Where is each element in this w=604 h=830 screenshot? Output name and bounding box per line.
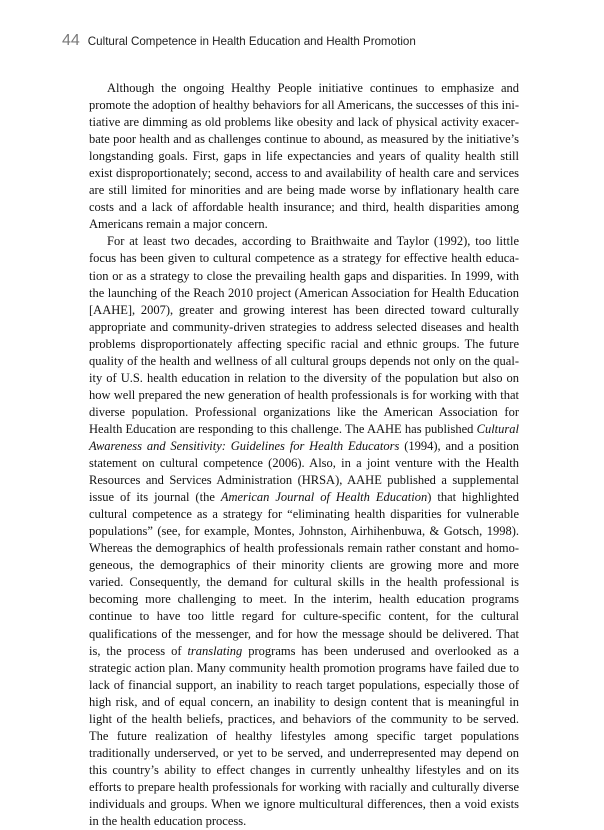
paragraph-2-part-1: For at least two decades, according to Braithwaite and Taylor (1992), too little focus has been given to cultural competence as a strategy for effective health education or as a strategy to close the prevailing health gaps and disparities. In 1999, with the launching of the Reach 2010 project (American Association for Health Education [AAHE], 2007), greater and growing interest has been directed toward culturally appropriate and community-driven strategies to address selected diseases and health problems disproportionately affecting specific racial and ethnic groups. The future quality of the health and wellness of all cultural groups depends not only on the quality of U.S. health education in relation to the diversity of the population but also on how well prepared the new generation of health professionals is for working with that diverse population. Professional organizations like the American Association for Health Education are responding to this challenge. The AAHE has published [89,234,519,436]
running-title: Cultural Competence in Health Education and Health Promotion [87,35,416,48]
book-title-cultural-awareness: Cultural Awareness and Sensitivity: Guidelines for Health Educators [89,421,519,453]
body-text [89,80,519,830]
paragraph-1: Although the ongoing Healthy People initiative continues to emphasize and promote the adoption of healthy behaviors for all Americans, the successes of this initiative are dimming as old problems like obesity and lack of physical activity exacerbate poor health and as challenges continue to abound, as measured by the initiative’s longstanding goals. First, gaps in life expectancies and years of quality health still exist disproportionately; second, access to and availability of health care and services are still limited for minorities and are being made worse by inflationary health care costs and a lack of affordable health insurance; and third, health disparities among Americans remain a major concern. [89,81,519,232]
journal-title: American Journal of Health Education [220,490,428,505]
paragraph-2-part-3: ) that highlighted cultural competence as a strategy for “eliminating health disparities for vulnerable populations” (see, for example, Montes, Johnston, Airhihenbuwa, & Gotsch, 1998). Whereas the demographics of health professionals remain rather constant and homogeneous, the demographics of their minority clients are growing more and more varied. Consequently, the demand for cultural skills in the health professional is becoming more challenging to meet. In the interim, health education programs continue to have too little regard for culture-specific content, for the cultural qualifications of the messenger, and for how the message should be delivered. That is, the process of [89,490,519,658]
page-header [62,32,416,50]
paragraph-2-part-4: programs has been underused and overlooked as a strategic action plan. Many community health promotion programs have failed due to lack of financial support, an inability to reach target populations, especially those of high risk, and of equal concern, an inability to design content that is meaningful in light of the health beliefs, practices, and behaviors of the community to be served. The future realization of healthy lifestyles among specific target populations traditionally underserved, or yet to be served, and underrepresented may depend on this country’s ability to effect changes in currently unhealthy lifestyles and on its efforts to prepare health professionals for working with racially and culturally diverse individuals and groups. When we ignore multicultural differences, then a void exists in the health education process. [89,643,519,829]
paragraph-2-part-2: (1994), and a position statement on cultural competence (2006). Also, in a joint venture with the Health Resources and Services Administration (HRSA), AAHE published a supplemental issue of its journal (the [89,438,519,505]
emphasis-translating: translating [187,643,243,658]
page-number: 44 [62,32,80,49]
paragraph-2 [89,233,519,830]
